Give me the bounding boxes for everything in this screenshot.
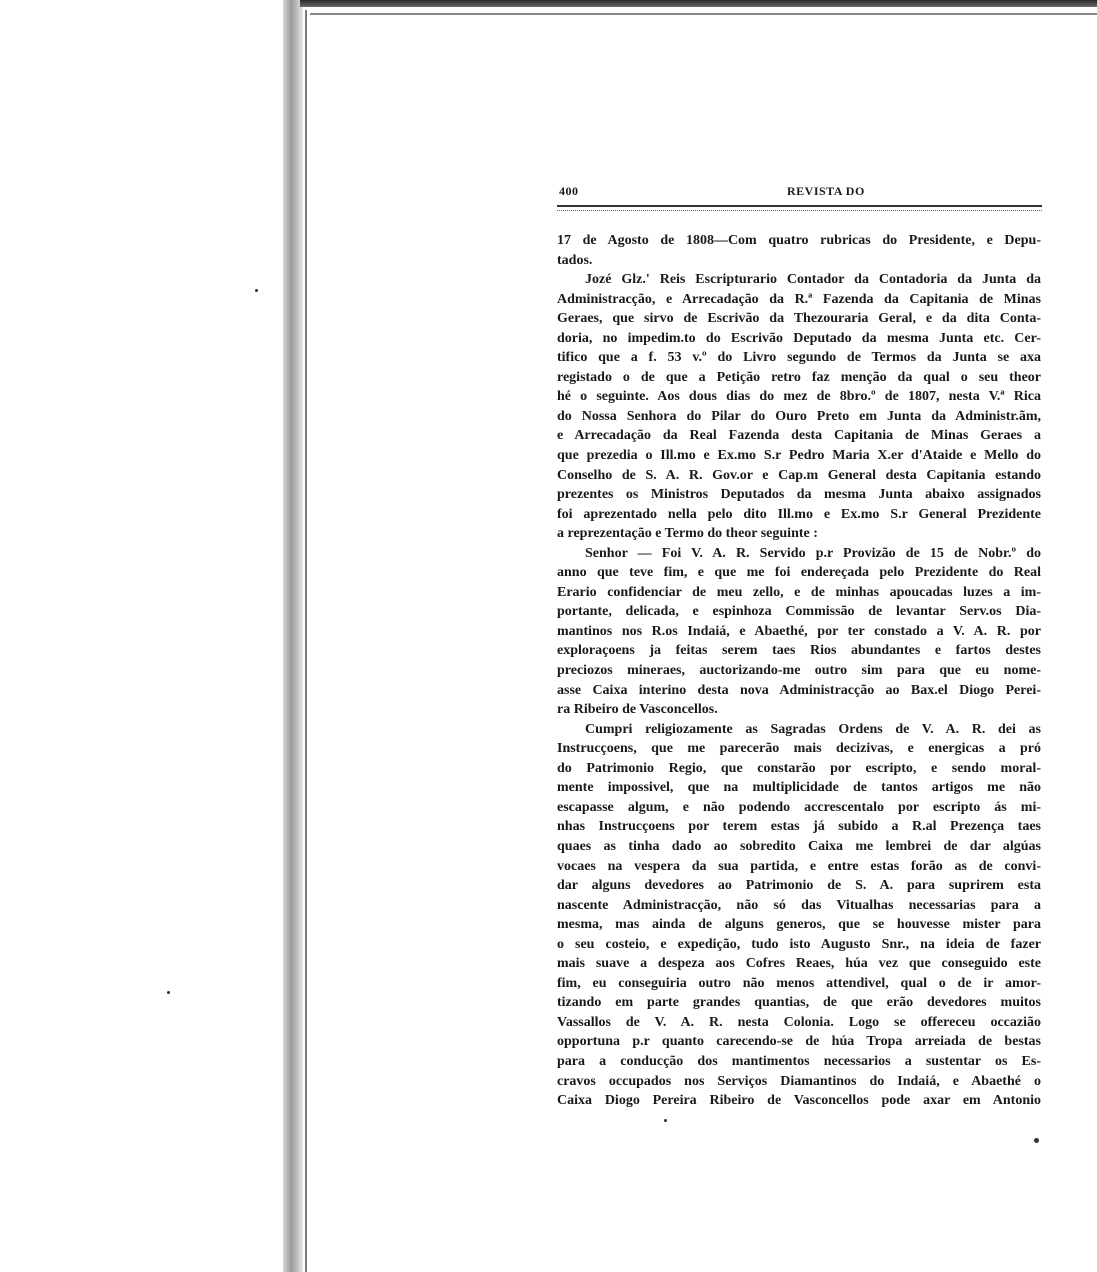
page-header [557,184,1042,202]
text-line: mesma, mas ainda de alguns generos, que se houvesse mister para [557,917,1041,933]
scan-top-border [300,0,1097,7]
text-line: vocaes na vespera da sua partida, e entre estas forão as de convi- [557,858,1041,874]
text-line: para a conducção dos mantimentos necessarios a sustentar os Es- [557,1053,1041,1069]
scan-speck [664,1119,667,1122]
text-line: Conselho de S. A. R. Gov.or e Cap.m General desta Capitania estando [557,467,1041,483]
text-line: do Patrimonio Regio, que constarão por escripto, e sendo moral- [557,760,1041,776]
text-line: Cumpri religiozamente as Sagradas Ordens de V. A. R. dei as [585,721,1041,737]
text-line: a reprezentação e Termo do theor seguinte : [557,526,818,542]
book-binding-shadow [283,0,303,1272]
text-line: asse Caixa interino desta nova Administracção ao Bax.el Diogo Perei- [557,682,1041,698]
text-line: Jozé Glz.' Reis Escripturario Contador da Contadoria da Junta da [585,272,1041,288]
text-line: mente impossivel, que na multiplicidade de tantos artigos me não [557,780,1041,796]
text-line: nascente Administracção, não só das Vitualhas necessarias para a [557,897,1041,913]
body-text [557,231,1041,1111]
text-line: mantinos nos R.os Indaiá, e Abaethé, por ter constado a V. A. R. por [557,623,1041,639]
text-line: prezentes os Ministros Deputados da mesma Junta abaixo assignados [557,487,1041,503]
text-line: tizando em parte grandes quantias, de que erão devedores muitos [557,995,1041,1011]
text-line: do Nossa Senhora do Pilar do Ouro Preto em Junta da Administr.ãm, [557,408,1041,424]
text-line: fim, eu conseguiria outro não menos attendivel, qual o de ir amor- [557,975,1041,991]
text-line: dar alguns devedores ao Patrimonio de S. A. para suprirem esta [557,878,1041,894]
text-line: 17 de Agosto de 1808—Com quatro rubricas do Presidente, e Depu- [557,233,1041,248]
text-line: exploraçoens ja feitas serem taes Rios abundantes e fartos destes [557,643,1041,659]
text-line: ra Ribeiro de Vasconcellos. [557,702,718,718]
running-title: REVISTA DO [787,184,865,198]
text-line: portante, delicada, e espinhoza Commissão de levantar Serv.os Dia- [557,604,1041,620]
text-line: Senhor — Foi V. A. R. Servido p.r Provizão de 15 de Nobr.º do [585,545,1041,561]
text-line: doria, no impedim.to do Escrivão Deputado da mesma Junta etc. Cer- [557,330,1041,346]
text-line: hé o seguinte. Aos dous dias do mez de 8bro.º de 1807, nesta V.ª Rica [557,389,1041,405]
text-line: anno que teve fim, e que me foi endereçada pelo Prezidente do Real [557,565,1041,581]
text-line: tados. [557,252,593,268]
scan-top-line [310,13,1097,15]
scan-speck [255,289,258,292]
text-line: mais suave a despeza aos Cofres Reaes, húa vez que conseguido este [557,956,1041,972]
header-rule [557,205,1042,211]
text-line: quaes as tinha dado ao sobredito Caixa me lembrei de dar algúas [557,838,1041,854]
text-line: o seu costeio, e expedição, tudo isto Augusto Snr., na ideia de fazer [557,936,1041,952]
scan-speck [1034,1138,1039,1143]
text-line: foi aprezentado nella pelo dito Ill.mo e Ex.mo S.r General Prezidente [557,506,1041,522]
page-edge [305,10,307,1272]
text-line: e Arrecadação da Real Fazenda desta Capitania de Minas Geraes a [557,428,1041,444]
text-line: que prezedia o Ill.mo e Ex.mo S.r Pedro Maria X.er d'Ataide e Mello do [557,448,1041,464]
text-line: Vassallos de V. A. R. nesta Colonia. Logo se offereceu occazião [557,1014,1041,1030]
text-line: cravos occupados nos Serviços Diamantinos do Indaiá, e Abaethé o [557,1073,1041,1089]
text-line: Erario confidenciar de meu zello, e de minhas apoucadas luzes a im- [557,584,1041,600]
text-line: Caixa Diogo Pereira Ribeiro de Vasconcellos pode axar em Antonio [557,1093,1041,1109]
text-line: nhas Instrucçoens por terem estas já subido a R.al Prezença taes [557,819,1041,835]
text-line: preciozos mineraes, auctorizando-me outro sim para que eu nome- [557,663,1041,679]
text-line: registado o de que a Petição retro faz menção da qual o seu theor [557,369,1041,385]
text-line: tifico que a f. 53 v.º do Livro segundo de Termos da Junta se axa [557,350,1041,366]
text-line: Administracção, e Arrecadação da R.ª Fazenda da Capitania de Minas [557,291,1041,307]
text-line: opportuna p.r quanto carecendo-se de húa Tropa arreiada de bestas [557,1034,1041,1050]
text-line: Geraes, que sirvo de Escrivão da Thezouraria Geral, e da dita Conta- [557,311,1041,327]
text-line: escapasse algum, e não podendo accrescentalo por escripto ás mi- [557,799,1041,815]
text-line: Instrucçoens, que me parecerão mais decizivas, e energicas a pró [557,741,1041,757]
page-number: 400 [559,184,579,198]
scan-speck [167,991,170,994]
